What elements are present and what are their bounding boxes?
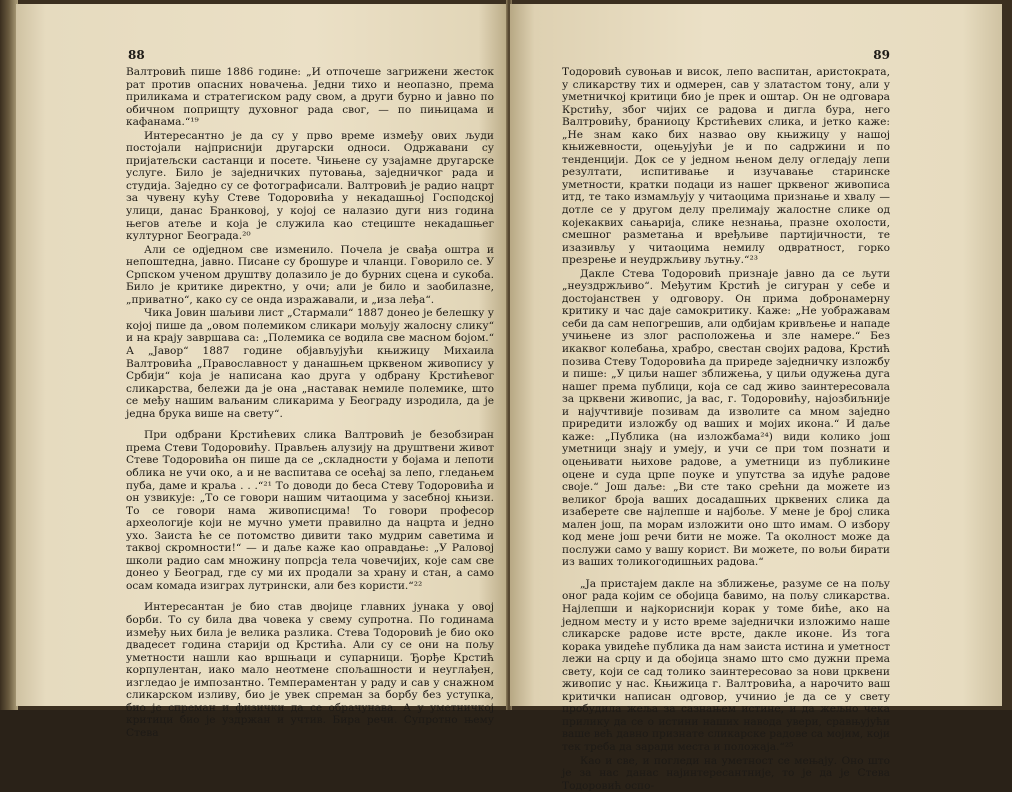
- left-page-text: [126, 66, 494, 739]
- paragraph: Али се одједном све изменило. Почела је свађа оштра и непоштедна, јавно. Писане су брошуре и чланци. Говорило се. У Српском ученом друштву долазило је до бурних сцена и сукоба. Било је критике директно, у очи; али је било и заобилазне, „приватно“, како су се онда изражавали, и „иза леђа“.: [126, 243, 494, 306]
- paragraph: „Ја пристајем дакле на зближење, разуме се на пољу оног рада којим се обојица бавимо, на пољу сликарства. Најлепши и најкориснији корак у томе биће, ако на једном месту и у исто време заједнички изложимо наше сликарске радове исте врсте, дакле иконе. Из тога корака увидеће публика да нам заиста истина и уметност лежи на срцу и да обојица знамо што смо дужни према свету, који се сад толико заинтересовао за нови црквени живопис у нас. Књижица г. Валтровића, а нарочито ваш критички написан одговор, учинио је да се у свету пробудила жеља за сазнањем истине, и да жељно чека прилику да се о истини наших навода увери, сравњујући ваше већ давно признате сликарске радове са мојим, који тек треба да заради места и положаја.“²⁵: [562, 577, 890, 753]
- left-page: [16, 4, 508, 739]
- paragraph: При одбрани Крстићевих слика Валтровић је безобзиран према Стеви Тодоровићу. Прављењ алузију на друштвени живот Стеве Тодоровића он пише да се „складности у бојама и лепоти облика не учи око, а и не васпитава се осећај за лепо, гледањем пуба, даме и краља . . .“²¹ То доводи до беса Стеву Тодоровића и он узвикује: „То се говори нашим читаоцима у засебној књизи. То се говори нама живописцима! То говори професор археологије који не мучно умети правилно да нацрта и једно ухо. Заиста ће се потомство дивити тако мудрим саветима и таквој скромности!“ — и даље каже као оправдање: „У Раловој школи радио сам множину попрсја тела човечијих, које сам све донео у Београд, где су ми их продали за храну и стан, а само осам комада изиграх лутрински, али без користи.“²²: [126, 429, 494, 592]
- paragraph: Интересантан је био став двојице главних јунака у овој борби. То су била два човека у свему супротна. По годинама између њих била је велика разлика. Стева Тодоровић је био око двадесет година старији од Крстића. Али су се они на пољу уметности нашли као вршњаци и супарници. Ђорђе Крстић корпулентан, иако мало неотмене спољашности и неуглађен, изгледао је импозантно. Темпераментан у раду и сав у снажном сликарском изливу, био је увек спреман за борбу без уступка, био је спреман и физички да се обрачунава. А у уметничкој критици био је уздржан и учтив. Бира речи. Супротно њему Стева: [126, 601, 494, 739]
- right-page: [510, 4, 1002, 792]
- paragraph: Тодоровић сувоњав и висок, лепо васпитан, аристократа, у сликарству тих и одмерен, сав у златастом тону, али у уметничкој критици био је прек и оштар. Он не одговара Крстићу, због чијих се радова и дигла бура, него Валтровићу, браниоцу Крстићевих слика, и јетко каже: „Не знам како бих назвао ову књижицу у нашој књижевности, оцењујући је и по садржини и по тенденцији. Док се у једном њеном делу огледају лепи резултати, испитивање и изучавање старинске уметности, кратки подаци из нашег црквеног живописа итд, те тако измамљују у читаоцима признање и хвалу — дотле се у другом делу прелимају жалостне слике од којекаквих сањарија, слике незнања, празне охолости, смешног разметања и вређљиве партијичности, те изазивљу у читаоцима немилу одвратност, горко презрење и неудржљиву љутњу.“²³: [562, 66, 890, 267]
- page-number-left: 88: [128, 48, 145, 62]
- paragraph: Као и све, и погледи на уметност се мењају. Оно што је за нас данас најинтересантније, то је да је Стева Тодоровић оспо-: [562, 754, 890, 792]
- right-page-text: [562, 66, 890, 792]
- paragraph: Дакле Стева Тодоровић признаје јавно да се љути „неуздржљиво“. Међутим Крстић је сигуран у себе и достојанствен у одговору. Он прима добронамерну критику и час даје самокритику. Каже: „Не уображавам себи да сам непогрешив, али одбијам кривљење и нападе учињене из злог расположења и зле намере.“ Без икаквог колебања, храбро, свестан својих радова, Крстић позива Стеву Тодоровића да приреде заједничку изложбу и пише: „У циљи нашег зближења, у циљи одужења дуга нашег према публици, која се сад живо заинтересовала за црквени живопис, ја вас, г. Тодоровићу, најозбиљније и најучтивије позивам да изволите са мном заједно приредити изложбу од ваших и мојих икона.“ И даље каже: „Публика (на изложбама²⁴) види колико још уметници знају и умеју, и учи се при том познати и оцењивати њихове радове, а уметници из публикине оцене и суда црпе поуке и упутства за идуће радове своје.“ Још даље: „Ви сте тако срећни да можете из великог броја ваших досадашњих црквених слика да изаберете све најлепше и најбоље. У мене је број слика мален још, па морам изложити оно што имам. О избору код мене још речи бити не може. Та околност може да послужи само у вашу корист. Ви можете, по вољи бирати из ваших толикогодишњих радова.“: [562, 267, 890, 569]
- paragraph: Валтровић пише 1886 године: „И отпочеше загрижени жесток рат против опасних новачења. Једни тихо и неопазно, према приликама и стратегиском раду свом, а други бурно и јавно по обичном поприщту духовног рада свог, — по пињицама и кафанама.“¹⁹: [126, 66, 494, 129]
- page-number-right: 89: [873, 48, 890, 62]
- paragraph: Чика Јовин шаљиви лист „Стармали“ 1887 донео је белешку у којој пише да „овом полемиком сликари мољују жалосну слику“ и на крају завршава са: „Полемика се водила све масном бојом.“ А „Јавор“ 1887 године објављујући књижицу Михаила Валтровића „Православност у данашњем црквеном живопису у Србији“ која је написана као друга у одбрану Крстићевог сликарства, бележи да је она „наставак немиле полемике, што се међу нашим ваљаним сликарима у Београду изродила, да је једна брука више на свету“.: [126, 307, 494, 420]
- paragraph: Интересантно је да су у прво време између ових људи постојали најприснији другарски односи. Одржавани су пријатељски састанци и посете. Чињене су узајамне другарске услуге. Било је заједничких путовања, заједничког рада и студија. Заједно су се фотографисали. Валтровић је радио нацрт за чувену кућу Стеве Тодоровића у некадашњој Господској улици, данас Бранковој, у којој се налазио дуги низ година његов атеље и која је служила као стециште некадашњег културног Београда.²⁰: [126, 129, 494, 243]
